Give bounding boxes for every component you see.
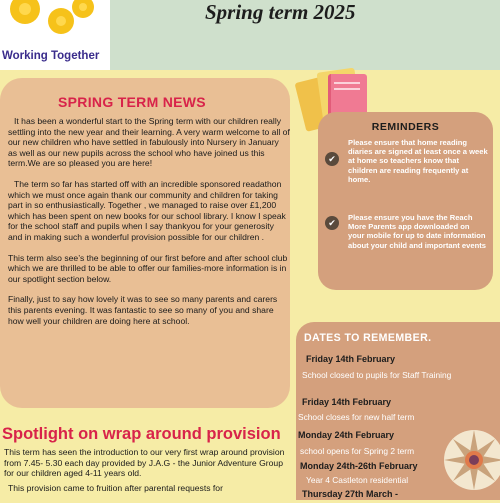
date-label: Monday 24th-26th February <box>300 461 418 471</box>
reminders-heading: REMINDERS <box>371 121 440 133</box>
date-label: Thursday 27th March - <box>302 489 399 499</box>
check-icon: ✔ <box>325 152 339 166</box>
reminder-item: Please ensure that home reading diaries are signed at least once a week at home so teachers know that children are reading frequently at home. <box>348 138 488 184</box>
sun-icon <box>48 8 74 34</box>
header <box>0 0 500 70</box>
flower-icon <box>440 425 500 495</box>
date-label: Friday 14th February <box>302 397 392 407</box>
dates-heading: DATES TO REMEMBER. <box>304 332 432 344</box>
date-description: School closed to pupils for Staff Training <box>302 370 452 380</box>
date-description: School closes for new half term <box>298 412 415 422</box>
date-description: school opens for Spring 2 term <box>300 446 415 456</box>
spotlight-paragraph: This term has seen the introduction to our very first wrap around provision from 7.45- 5.30 each day provided by J.A.G - the Junior Adventure Group for our children aged 4-11 years old. <box>4 447 285 479</box>
spotlight-heading: Spotlight on wrap around provision <box>2 425 281 443</box>
sun-icon <box>10 0 40 24</box>
logo-text: Working Together <box>2 50 100 62</box>
reminder-item: Please ensure you have the Reach More Parents app downloaded on your mobile for up to date information about your child and important events <box>348 213 486 250</box>
check-icon: ✔ <box>325 216 339 230</box>
spotlight-paragraph: This provision came to fruition after parental requests for <box>8 482 223 493</box>
news-paragraph: Finally, just to say how lovely it was to see so many parents and carers this parents evening. It was fantastic to see so many of you and share how well your children are doing here at school. <box>8 294 278 326</box>
news-heading: SPRING TERM NEWS <box>58 94 206 110</box>
date-label: Monday 24th February <box>298 430 395 440</box>
reminders-panel <box>318 112 493 290</box>
news-paragraph: The term so far has started off with an incredible sponsored readathon which we must once again thank our community and children for taking part in so enthusiastically. Together , we managed to raise over £1,200 which has been spent on new books for our school library. I know I speak for the school staff and pupils when I say thankyou for your generosity and in making such a wonderful provision possible for our children . <box>8 178 286 242</box>
school-logo <box>0 0 110 70</box>
date-description: Year 4 Castleton residential <box>306 475 409 485</box>
news-body <box>8 116 290 336</box>
spotlight-body <box>4 447 294 503</box>
sun-icon <box>72 0 94 18</box>
news-paragraph: This term also see’s the beginning of our first before and after school club which we are thrilled to be able to offer our families-more information is in our spotlight section below. <box>8 252 288 284</box>
page-title: Spring term 2025 <box>205 0 356 24</box>
date-label: Friday 14th February <box>306 354 396 364</box>
news-paragraph: It has been a wonderful start to the Spring term with our children really settling into the new year and their learning. A very warm welcome to all of our new children who have settled in fabulously into Nursery in January as well as our new pupils across the school who have joined us this term.We are so pleased you are here! <box>8 116 290 169</box>
